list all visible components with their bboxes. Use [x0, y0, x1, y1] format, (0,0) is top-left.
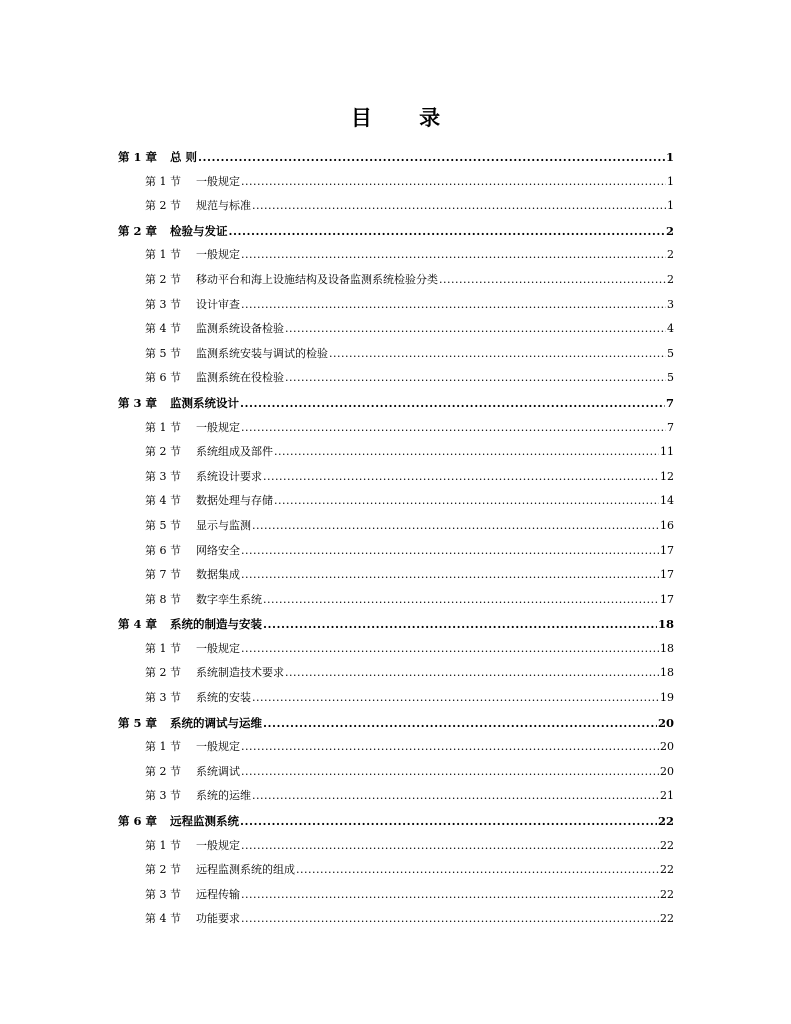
toc-section-entry[interactable] [118, 170, 674, 195]
toc-page-number: 17 [660, 568, 674, 582]
toc-section-entry[interactable] [118, 760, 674, 785]
page-title: 目 录 [350, 105, 461, 130]
toc-entry-title: 数据集成 [196, 568, 240, 582]
dot-leader [263, 588, 659, 613]
toc-entry-number: 第 5 章 [118, 715, 158, 730]
toc-page-number: 17 [660, 543, 674, 557]
toc-entry-number: 第 3 节 [145, 789, 181, 803]
toc-page-number: 5 [667, 371, 674, 385]
toc-page-number: 1 [667, 199, 674, 213]
toc-section-entry[interactable] [118, 834, 674, 859]
toc-section-entry[interactable] [118, 366, 674, 391]
toc-entry-title: 系统的调试与运维 [170, 715, 262, 730]
toc-section-entry[interactable] [118, 514, 674, 539]
toc-chapter-entry[interactable] [118, 145, 674, 170]
toc-section-entry[interactable] [118, 293, 674, 318]
dot-leader [274, 489, 659, 514]
toc-entry-title: 系统的安装 [196, 691, 251, 705]
toc-entry-title: 系统的运维 [196, 789, 251, 803]
toc-page-number: 21 [660, 789, 674, 803]
toc-entry-title: 规范与标准 [196, 199, 251, 213]
dot-leader [241, 293, 666, 318]
dot-leader [198, 145, 665, 170]
dot-leader [263, 711, 657, 736]
toc-page-number: 1 [667, 174, 674, 188]
dot-leader [263, 465, 659, 490]
dot-leader [240, 391, 665, 416]
toc-entry-number: 第 2 节 [145, 445, 181, 459]
dot-leader [241, 735, 659, 760]
toc-entry-number: 第 3 节 [145, 691, 181, 705]
toc-section-entry[interactable] [118, 416, 674, 441]
toc-entry-title: 显示与监测 [196, 518, 251, 532]
toc-page-number: 16 [660, 518, 674, 532]
toc-page-number: 20 [657, 715, 674, 730]
toc-page-number: 7 [665, 395, 674, 410]
toc-entry-title: 一般规定 [196, 641, 240, 655]
toc-page-number: 18 [660, 641, 674, 655]
dot-leader [241, 563, 659, 588]
toc-page-number: 2 [665, 223, 674, 238]
toc-entry-title: 一般规定 [196, 740, 240, 754]
dot-leader [241, 637, 659, 662]
toc-entry-number: 第 4 章 [118, 617, 158, 632]
toc-entry-number: 第 3 章 [118, 395, 158, 410]
toc-page-number: 20 [660, 764, 674, 778]
toc-page-number: 22 [657, 814, 674, 829]
toc-section-entry[interactable] [118, 194, 674, 219]
toc-page-number: 5 [667, 346, 674, 360]
toc-section-entry[interactable] [118, 735, 674, 760]
toc-entry-title: 系统设计要求 [196, 469, 262, 483]
dot-leader [439, 268, 666, 293]
dot-leader [241, 907, 659, 932]
toc-entry-number: 第 4 节 [145, 912, 181, 926]
toc-entry-number: 第 7 节 [145, 568, 181, 582]
dot-leader [285, 317, 666, 342]
dot-leader [241, 539, 659, 564]
toc-entry-title: 总 则 [170, 150, 198, 164]
toc-page-number: 12 [660, 469, 674, 483]
toc-page-number: 20 [660, 740, 674, 754]
dot-leader [329, 342, 666, 367]
toc-page-number: 22 [660, 838, 674, 852]
toc-entry-title: 监测系统安装与调试的检验 [196, 346, 328, 360]
toc-page-number: 14 [660, 494, 674, 508]
toc-entry-number: 第 2 节 [145, 666, 181, 680]
toc-entry-number: 第 6 节 [145, 371, 181, 385]
toc-entry-number: 第 1 节 [145, 420, 181, 434]
toc-chapter-entry[interactable] [118, 391, 674, 416]
toc-entry-title: 远程传输 [196, 887, 240, 901]
toc-entry-number: 第 3 节 [145, 297, 181, 311]
toc-entry-title: 设计审查 [196, 297, 240, 311]
toc-entry-number: 第 2 节 [145, 764, 181, 778]
toc-section-entry[interactable] [118, 243, 674, 268]
toc-page-number: 7 [667, 420, 674, 434]
toc-entry-number: 第 2 章 [118, 223, 158, 238]
toc-entry-title: 监测系统设计 [170, 395, 239, 410]
toc-section-entry[interactable] [118, 858, 674, 883]
dot-leader [296, 858, 659, 883]
dot-leader [252, 194, 666, 219]
table-of-contents [118, 145, 674, 932]
toc-section-entry[interactable] [118, 465, 674, 490]
toc-entry-title: 系统制造技术要求 [196, 666, 284, 680]
toc-page-number: 17 [660, 592, 674, 606]
toc-section-entry[interactable] [118, 317, 674, 342]
toc-chapter-entry[interactable] [118, 809, 674, 834]
dot-leader [274, 440, 659, 465]
toc-entry-number: 第 4 节 [145, 322, 181, 336]
toc-entry-number: 第 6 章 [118, 814, 158, 829]
toc-entry-number: 第 1 节 [145, 838, 181, 852]
toc-entry-number: 第 1 节 [145, 740, 181, 754]
dot-leader [241, 170, 666, 195]
dot-leader [241, 760, 659, 785]
toc-entry-title: 一般规定 [196, 420, 240, 434]
toc-page-number: 22 [660, 912, 674, 926]
dot-leader [263, 612, 657, 637]
toc-entry-number: 第 5 节 [145, 518, 181, 532]
toc-entry-title: 远程监测系统 [170, 814, 239, 829]
dot-leader [285, 366, 666, 391]
toc-section-entry[interactable] [118, 883, 674, 908]
dot-leader [241, 834, 659, 859]
dot-leader [241, 243, 666, 268]
toc-entry-title: 数字孪生系统 [196, 592, 262, 606]
toc-entry-title: 系统的制造与安装 [170, 617, 262, 632]
toc-entry-title: 移动平台和海上设施结构及设备监测系统检验分类 [196, 272, 438, 286]
toc-entry-title: 系统组成及部件 [196, 445, 273, 459]
toc-entry-title: 一般规定 [196, 838, 240, 852]
toc-section-entry[interactable] [118, 563, 674, 588]
dot-leader [252, 686, 659, 711]
dot-leader [229, 219, 665, 244]
toc-page-number: 18 [657, 617, 674, 632]
toc-entry-title: 一般规定 [196, 174, 240, 188]
toc-page-number: 2 [667, 248, 674, 262]
toc-entry-title: 检验与发证 [170, 223, 228, 238]
toc-entry-title: 远程监测系统的组成 [196, 863, 295, 877]
toc-section-entry[interactable] [118, 784, 674, 809]
toc-entry-title: 功能要求 [196, 912, 240, 926]
toc-section-entry[interactable] [118, 588, 674, 613]
dot-leader [252, 514, 659, 539]
toc-chapter-entry[interactable] [118, 219, 674, 244]
toc-section-entry[interactable] [118, 661, 674, 686]
toc-section-entry[interactable] [118, 440, 674, 465]
toc-entry-number: 第 2 节 [145, 272, 181, 286]
dot-leader [240, 809, 657, 834]
toc-entry-number: 第 3 节 [145, 469, 181, 483]
toc-page-number: 22 [660, 863, 674, 877]
toc-entry-number: 第 3 节 [145, 887, 181, 901]
dot-leader [241, 416, 666, 441]
toc-entry-number: 第 2 节 [145, 199, 181, 213]
toc-page-number: 1 [665, 150, 674, 164]
toc-entry-number: 第 4 节 [145, 494, 181, 508]
toc-entry-title: 数据处理与存储 [196, 494, 273, 508]
dot-leader [252, 784, 659, 809]
toc-entry-title: 网络安全 [196, 543, 240, 557]
toc-chapter-entry[interactable] [118, 711, 674, 736]
toc-entry-number: 第 2 节 [145, 863, 181, 877]
toc-page-number: 2 [667, 272, 674, 286]
toc-chapter-entry[interactable] [118, 612, 674, 637]
toc-page-number: 18 [660, 666, 674, 680]
toc-page-number: 11 [660, 445, 674, 459]
toc-page-number: 3 [667, 297, 674, 311]
toc-entry-title: 系统调试 [196, 764, 240, 778]
toc-page-number: 22 [660, 887, 674, 901]
toc-entry-number: 第 5 节 [145, 346, 181, 360]
toc-entry-number: 第 6 节 [145, 543, 181, 557]
dot-leader [285, 661, 659, 686]
toc-section-entry[interactable] [118, 489, 674, 514]
toc-section-entry[interactable] [118, 342, 674, 367]
toc-entry-title: 监测系统在役检验 [196, 371, 284, 385]
toc-page-number: 4 [667, 322, 674, 336]
toc-entry-number: 第 1 节 [145, 248, 181, 262]
toc-section-entry[interactable] [118, 907, 674, 932]
toc-section-entry[interactable] [118, 268, 674, 293]
toc-page-number: 19 [660, 691, 674, 705]
toc-entry-number: 第 8 节 [145, 592, 181, 606]
toc-section-entry[interactable] [118, 637, 674, 662]
toc-entry-title: 监测系统设备检验 [196, 322, 284, 336]
toc-entry-number: 第 1 章 [118, 150, 158, 164]
toc-entry-number: 第 1 节 [145, 641, 181, 655]
toc-section-entry[interactable] [118, 539, 674, 564]
toc-entry-title: 一般规定 [196, 248, 240, 262]
toc-section-entry[interactable] [118, 686, 674, 711]
dot-leader [241, 883, 659, 908]
toc-entry-number: 第 1 节 [145, 174, 181, 188]
